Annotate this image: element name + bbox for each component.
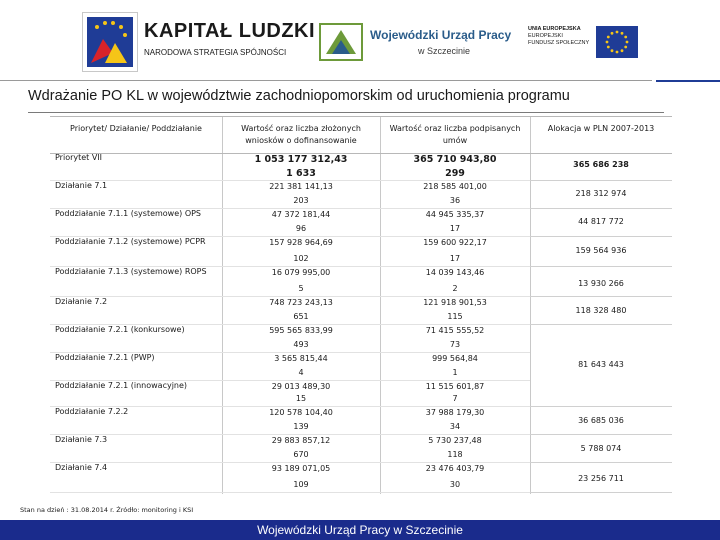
table-row bbox=[50, 236, 530, 267]
count-submitted: 651 bbox=[293, 312, 309, 321]
table-row bbox=[50, 462, 530, 493]
eu-line-3: FUNDUSZ SPOŁECZNY bbox=[528, 40, 590, 46]
table-row bbox=[50, 380, 530, 407]
table-header bbox=[50, 116, 672, 154]
kapital-ludzki-subtitle: NARODOWA STRATEGIA SPÓJNOŚCI bbox=[144, 48, 287, 57]
row-label: Priorytet VII bbox=[55, 153, 103, 162]
allocation-cell bbox=[530, 434, 672, 463]
row-label: Poddziałanie 7.2.1 (konkursowe) bbox=[55, 325, 185, 334]
value-submitted: 93 189 071,05 bbox=[271, 464, 331, 473]
header-divider bbox=[0, 80, 652, 81]
row-label: Poddziałanie 7.2.2 bbox=[55, 407, 129, 416]
header-submitted: Wartość oraz liczba złożonych wniosków o dofinansowanie bbox=[241, 124, 361, 145]
allocation-cell bbox=[530, 406, 672, 435]
count-signed: 36 bbox=[449, 196, 461, 205]
data-table bbox=[50, 116, 672, 489]
value-signed: 218 585 401,00 bbox=[423, 182, 487, 191]
eu-line-2: EUROPEJSKI bbox=[528, 33, 563, 39]
value-signed: 121 918 901,53 bbox=[423, 298, 487, 307]
value-signed: 37 988 179,30 bbox=[425, 408, 485, 417]
header-accent bbox=[656, 80, 720, 82]
count-signed: 34 bbox=[449, 422, 461, 431]
table-row bbox=[50, 296, 530, 325]
wup-city: w Szczecinie bbox=[418, 46, 471, 56]
count-signed: 30 bbox=[449, 480, 461, 489]
value-submitted: 3 565 815,44 bbox=[274, 354, 328, 363]
row-label: Działanie 7.1 bbox=[55, 181, 108, 190]
count-signed: 118 bbox=[447, 450, 463, 459]
count-submitted: 96 bbox=[295, 224, 307, 233]
allocation-cell bbox=[530, 180, 672, 209]
page-title: Wdrażanie PO KL w województwie zachodniopomorskim od uruchomienia programu bbox=[28, 88, 664, 113]
table-row bbox=[50, 266, 530, 297]
row-label: Poddziałanie 7.1.3 (systemowe) ROPS bbox=[55, 267, 207, 276]
value-submitted: 29 013 489,30 bbox=[271, 382, 331, 391]
wup-emblem-icon bbox=[318, 22, 364, 62]
allocation-value: 36 685 036 bbox=[578, 416, 624, 425]
value-signed: 44 945 335,37 bbox=[425, 210, 485, 219]
count-signed: 299 bbox=[445, 168, 465, 179]
value-signed: 14 039 143,46 bbox=[425, 268, 485, 277]
row-label: Działanie 7.4 bbox=[55, 463, 108, 472]
value-submitted: 16 079 995,00 bbox=[271, 268, 331, 277]
allocation-value: 365 686 238 bbox=[573, 160, 629, 169]
eu-text bbox=[528, 26, 594, 47]
allocation-cell bbox=[530, 208, 672, 237]
table-row bbox=[50, 208, 530, 237]
value-submitted: 120 578 104,40 bbox=[269, 408, 333, 417]
allocation-value: 13 930 266 bbox=[578, 279, 624, 288]
count-submitted: 493 bbox=[293, 340, 309, 349]
footer-text: Wojewódzki Urząd Pracy w Szczecinie bbox=[257, 523, 463, 537]
count-submitted: 15 bbox=[295, 394, 307, 403]
value-signed: 159 600 922,17 bbox=[423, 238, 487, 247]
wup-name: Wojewódzki Urząd Pracy bbox=[370, 28, 512, 42]
count-signed: 2 bbox=[452, 284, 458, 293]
allocation-value: 44 817 772 bbox=[578, 217, 624, 226]
count-submitted: 109 bbox=[293, 480, 309, 489]
count-submitted: 4 bbox=[298, 368, 304, 377]
value-signed: 23 476 403,79 bbox=[425, 464, 485, 473]
table-row bbox=[50, 406, 530, 435]
table-row bbox=[50, 352, 530, 381]
allocation-cell bbox=[530, 462, 672, 493]
count-submitted: 102 bbox=[293, 254, 309, 263]
row-label: Poddziałanie 7.1.2 (systemowe) PCPR bbox=[55, 237, 206, 246]
wup-logo bbox=[318, 20, 512, 68]
value-signed: 5 730 237,48 bbox=[428, 436, 482, 445]
eu-logo bbox=[528, 24, 640, 66]
allocation-cell bbox=[530, 152, 672, 181]
count-submitted: 1 633 bbox=[286, 168, 316, 179]
kapital-ludzki-logo bbox=[82, 12, 316, 72]
count-submitted: 5 bbox=[298, 284, 304, 293]
allocation-value: 159 564 936 bbox=[575, 246, 627, 255]
allocation-cell bbox=[530, 324, 672, 407]
value-submitted: 748 723 243,13 bbox=[269, 298, 333, 307]
header bbox=[0, 0, 720, 80]
source-note: Stan na dzień : 31.08.2014 r. Źródło: monitoring i KSI bbox=[20, 506, 194, 514]
table-row bbox=[50, 434, 530, 463]
row-label: Poddziałanie 7.2.1 (PWP) bbox=[55, 353, 155, 362]
header-signed: Wartość oraz liczba podpisanych umów bbox=[389, 124, 521, 145]
allocation-value: 5 788 074 bbox=[580, 444, 622, 453]
row-label: Poddziałanie 7.2.1 (innowacyjne) bbox=[55, 381, 188, 390]
count-submitted: 670 bbox=[293, 450, 309, 459]
count-signed: 73 bbox=[449, 340, 461, 349]
value-submitted: 29 883 857,12 bbox=[271, 436, 331, 445]
kapital-ludzki-emblem-icon bbox=[82, 12, 138, 72]
header-allocation: Alokacja w PLN 2007-2013 bbox=[547, 124, 655, 133]
count-submitted: 203 bbox=[293, 196, 309, 205]
allocation-value: 218 312 974 bbox=[575, 189, 627, 198]
eu-line-1: UNIA EUROPEJSKA bbox=[528, 26, 581, 32]
allocation-cell bbox=[530, 266, 672, 297]
value-submitted: 595 565 833,99 bbox=[269, 326, 333, 335]
allocation-value: 118 328 480 bbox=[575, 306, 627, 315]
row-label: Działanie 7.2 bbox=[55, 297, 108, 306]
value-signed: 365 710 943,80 bbox=[413, 154, 497, 165]
count-signed: 1 bbox=[452, 368, 458, 377]
header-priority: Priorytet/ Działanie/ Poddziałanie bbox=[70, 124, 202, 133]
table-row bbox=[50, 324, 530, 353]
eu-flag-icon bbox=[596, 26, 638, 58]
count-signed: 17 bbox=[449, 254, 461, 263]
value-signed: 11 515 601,87 bbox=[425, 382, 485, 391]
value-signed: 71 415 555,52 bbox=[425, 326, 485, 335]
allocation-cell bbox=[530, 296, 672, 325]
value-submitted: 157 928 964,69 bbox=[269, 238, 333, 247]
kapital-ludzki-title: KAPITAŁ LUDZKI bbox=[144, 20, 316, 42]
count-signed: 115 bbox=[447, 312, 463, 321]
value-submitted: 47 372 181,44 bbox=[271, 210, 331, 219]
table-row bbox=[50, 152, 530, 181]
value-submitted: 221 381 141,13 bbox=[269, 182, 333, 191]
allocation-cell bbox=[530, 236, 672, 267]
row-label: Poddziałanie 7.1.1 (systemowe) OPS bbox=[55, 209, 202, 218]
value-submitted: 1 053 177 312,43 bbox=[254, 154, 348, 165]
table-row bbox=[50, 180, 530, 209]
row-label: Działanie 7.3 bbox=[55, 435, 108, 444]
value-signed: 999 564,84 bbox=[432, 354, 478, 363]
count-signed: 7 bbox=[452, 394, 458, 403]
count-submitted: 139 bbox=[293, 422, 309, 431]
allocation-value: 23 256 711 bbox=[578, 474, 624, 483]
allocation-value: 81 643 443 bbox=[578, 360, 624, 369]
count-signed: 17 bbox=[449, 224, 461, 233]
